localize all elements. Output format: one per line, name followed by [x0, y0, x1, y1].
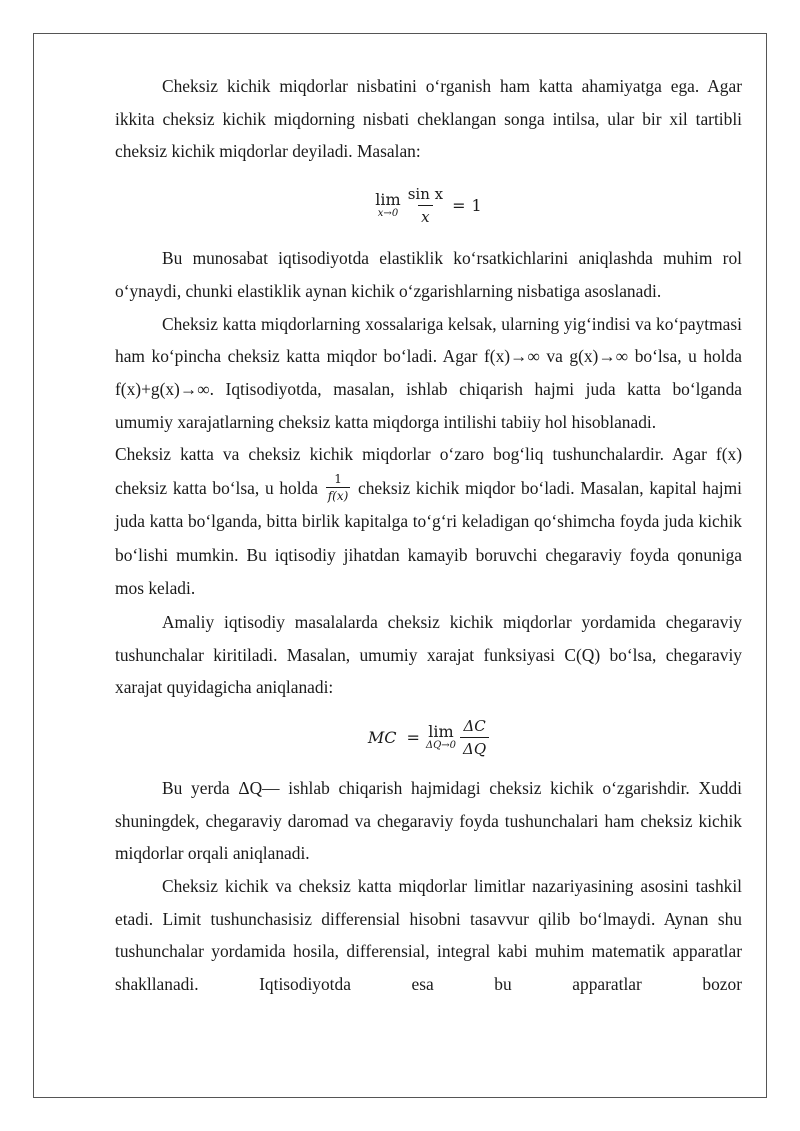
inline-fraction-numerator: 1 — [334, 472, 342, 487]
fraction-numerator: ΔC — [463, 717, 486, 736]
document-body — [115, 70, 742, 1001]
formula-marginal-cost — [115, 704, 742, 772]
paragraph-2: Bu munosabat iqtisodiyotda elastiklik ko‘rsatkichlarini aniqlashda muhim rol o‘ynaydi, chunki elastiklik aynan kichik o‘zgarishlarning nisbatiga asoslanadi. — [115, 248, 742, 301]
paragraph-6: Bu yerda ΔQ— ishlab chiqarish hajmidagi cheksiz kichik o‘zgarishdir. Xuddi shuningdek, chegaraviy daromad va chegaraviy foyda tushunchalari ham cheksiz kichik miqdorlar orqali aniqlanadi. — [115, 777, 742, 864]
formula-sinx-limit — [115, 168, 742, 242]
paragraph-4-end: cheksiz kichik miqdor bo‘ladi. Masalan, kapital hajmi juda katta bo‘lganda, bitta birlik kapitalga to‘g‘ri keladigan qo‘shimcha foyda juda kichik bo‘lishi mumkin. Bu iqtisodiy jihatdan kamayib boruvchi chegaraviy foyda qonuniga mos keladi. — [115, 477, 742, 599]
fraction-denominator: x — [418, 205, 432, 226]
paragraph-4 — [115, 438, 742, 606]
limit-operator — [426, 724, 456, 751]
limit-subscript: ΔQ→0 — [425, 740, 457, 752]
paragraph-1: Cheksiz kichik miqdorlar nisbatini o‘rganish ham katta ahamiyatga ega. Agar ikkita cheksiz kichik miqdorning nisbati cheklangan songa intilsa, ular bir xil tartibli cheksiz kichik miqdorlar deyiladi. Masalan: — [115, 76, 742, 162]
limit-word: lim — [375, 189, 401, 209]
limit-operator — [375, 189, 401, 219]
limit-word: lim — [428, 722, 454, 742]
fraction — [460, 717, 489, 758]
equals-sign: = — [406, 728, 420, 748]
inline-fraction-denominator: f(x) — [327, 489, 349, 504]
fraction — [405, 185, 446, 226]
inline-fraction — [326, 472, 351, 503]
paragraph-5: Amaliy iqtisodiy masalalarda cheksiz kichik miqdorlar yordamida chegaraviy tushunchalar kiritiladi. Masalan, umumiy xarajat funksiyasi C(Q) bo‘lsa, chegaraviy xarajat quyidagicha aniqlanadi: — [115, 611, 742, 698]
paragraph-3: Cheksiz katta miqdorlarning xossalariga kelsak, ularning yig‘indisi va ko‘paytmasi ham ko‘pincha cheksiz katta miqdor bo‘ladi. Agar f(x)→∞ va g(x)→∞ bo‘lsa, u holda f(x)+g(x)→∞. Iqtisodiyotda, masalan, ishlab chiqarish hajmi juda katta bo‘lganda umumiy xarajatlarning cheksiz katta miqdorga intilishi tabiiy hol hisoblanadi. — [115, 313, 742, 432]
equals-sign: = — [452, 195, 466, 215]
fraction-denominator: ΔQ — [460, 737, 489, 758]
fraction-numerator: sin x — [407, 184, 444, 203]
formula-lhs: MC — [367, 728, 397, 748]
formula-result: 1 — [471, 195, 482, 215]
paragraph-4-start: Cheksiz katta va cheksiz kichik miqdorlar o‘zaro bog‘liq tushunchalardir. Agar f(x) cheksiz katta bo‘lsa, u holda — [115, 444, 742, 498]
paragraph-7: Cheksiz kichik va cheksiz katta miqdorlar limitlar nazariyasining asosini tashkil etadi. Limit tushunchasisiz differensial hisobni tasavvur qilib bo‘lmaydi. Aynan shu tushunchalar yordamida hosila, differensial, integral kabi muhim matematik apparatlar shakllanadi. Iqtisodiyotda esa bu apparatlar bozor — [115, 876, 742, 995]
limit-subscript: x→0 — [377, 207, 399, 219]
